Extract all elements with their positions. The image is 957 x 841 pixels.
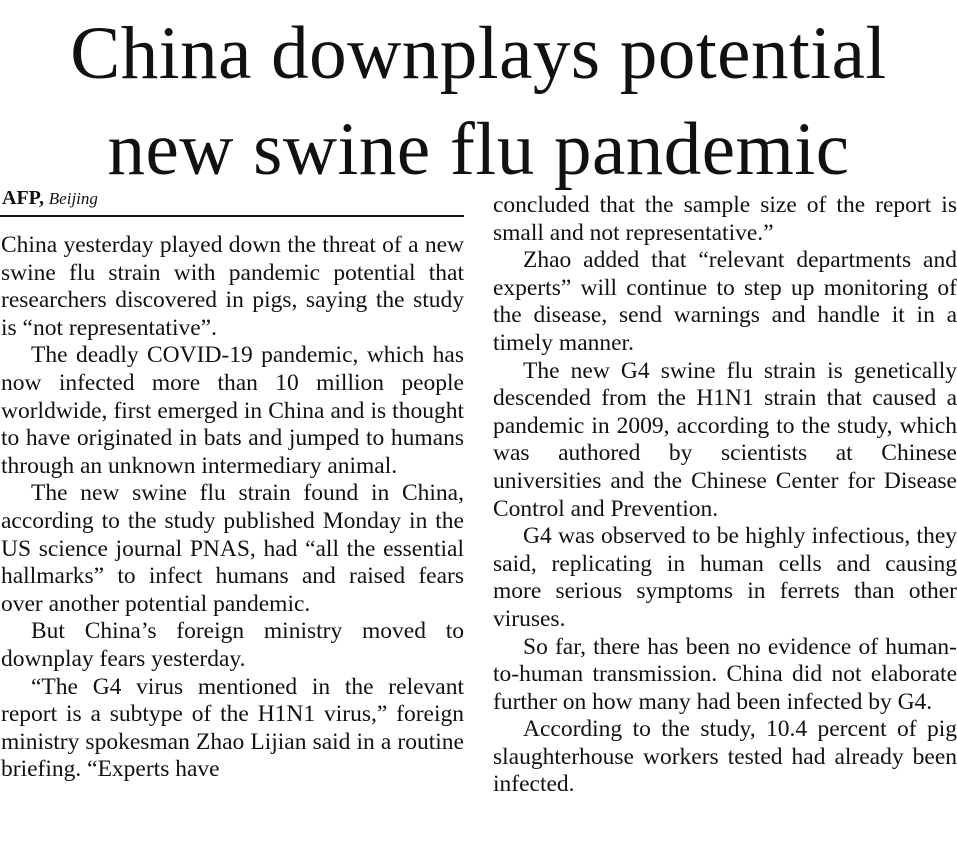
- article-column-right: [493, 192, 957, 799]
- byline-agency: AFP,: [2, 187, 45, 209]
- byline-rule: [0, 215, 464, 217]
- paragraph: Zhao added that “relevant departments and experts” will continue to step up monitoring of the disease, send warnings and handle it in a timely manner.: [493, 247, 957, 356]
- article-column-left: [1, 232, 464, 784]
- paragraph: According to the study, 10.4 percent of pig slaughterhouse workers tested had already been infected.: [493, 716, 957, 798]
- paragraph: China yesterday played down the threat of a new swine flu strain with pandemic potential that researchers discovered in pigs, saying the study is “not representative”.: [1, 232, 464, 341]
- paragraph: The deadly COVID-19 pandemic, which has now infected more than 10 million people worldwide, first emerged in China and is thought to have originated in bats and jumped to humans through an unknown intermediary animal.: [1, 342, 464, 479]
- byline-place: Beijing: [48, 189, 98, 208]
- headline-line-1: China downplays potential: [70, 12, 887, 95]
- byline: [2, 184, 98, 213]
- paragraph: concluded that the sample size of the report is small and not representative.”: [493, 192, 957, 246]
- paragraph: The new swine flu strain found in China, according to the study published Monday in the US science journal PNAS, had “all the essential hallmarks” to infect humans and raised fears over another potential pandemic.: [1, 480, 464, 617]
- headline: [0, 6, 957, 198]
- paragraph: G4 was observed to be highly infectious, they said, replicating in human cells and causing more serious symptoms in ferrets than other viruses.: [493, 523, 957, 632]
- paragraph: The new G4 swine flu strain is genetically descended from the H1N1 strain that caused a pandemic in 2009, according to the study, which was authored by scientists at Chinese universities and the Chinese Center for Disease Control and Prevention.: [493, 357, 957, 522]
- headline-line-2: new swine flu pandemic: [107, 108, 850, 191]
- paragraph: But China’s foreign ministry moved to downplay fears yesterday.: [1, 618, 464, 672]
- paragraph: So far, there has been no evidence of human-to-human transmission. China did not elaborate further on how many had been infected by G4.: [493, 633, 957, 715]
- paragraph: “The G4 virus mentioned in the relevant report is a subtype of the H1N1 virus,” foreign ministry spokesman Zhao Lijian said in a routine briefing. “Experts have: [1, 673, 464, 783]
